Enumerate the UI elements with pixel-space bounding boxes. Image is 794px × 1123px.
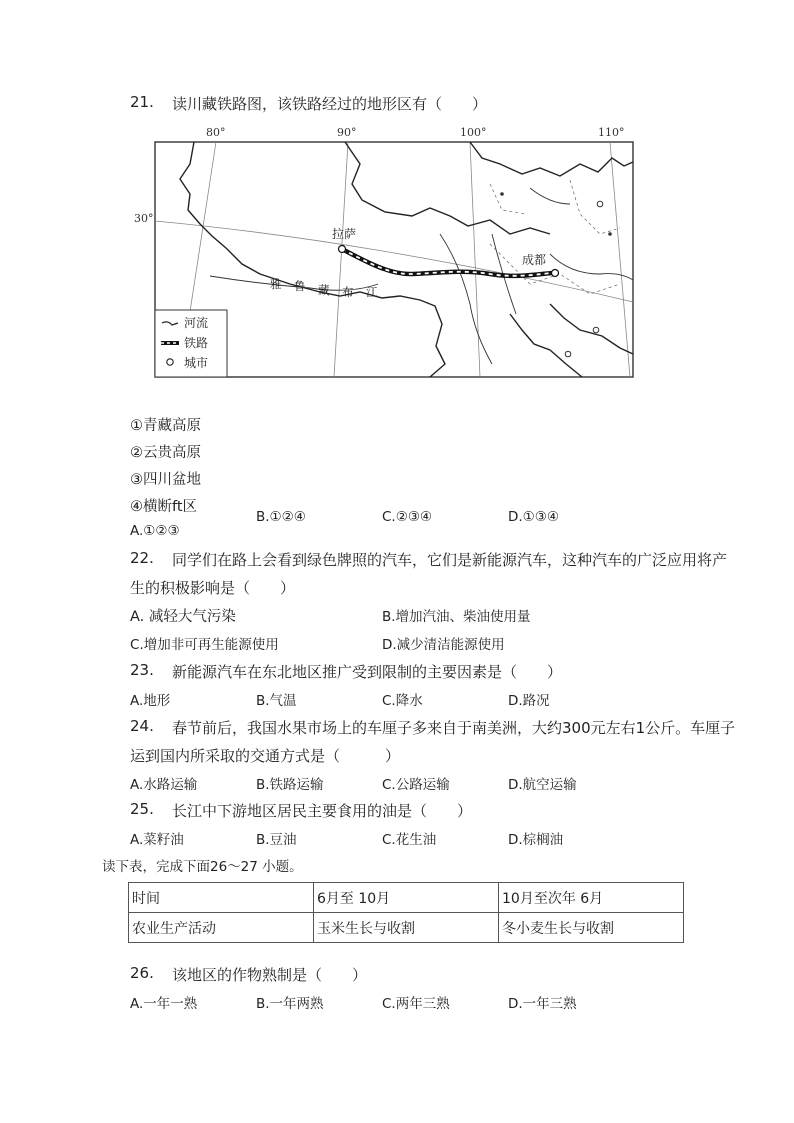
q23-stem: 新能源汽车在东北地区推广受到限制的主要因素是（ ） <box>172 663 563 681</box>
table-row <box>129 913 684 943</box>
q25-number: 25. <box>130 800 154 818</box>
q25-option-d[interactable]: D.棕榈油 <box>508 832 564 848</box>
q22-option-b[interactable]: B.增加汽油、柴油使用量 <box>382 609 531 625</box>
legend-river: 河流 <box>184 316 209 330</box>
table-intro: 读下表，完成下面26～27 小题。 <box>102 859 303 875</box>
q23-option-d[interactable]: D.路况 <box>508 693 550 709</box>
q25-option-a[interactable]: A.菜籽油 <box>130 832 184 848</box>
q26-stem: 该地区的作物熟制是（ ） <box>172 966 368 984</box>
river-char-1: 雅 <box>270 277 282 291</box>
q21-option-d[interactable]: D.①③④ <box>508 509 559 525</box>
river-char-2: 鲁 <box>294 279 306 293</box>
map-legend <box>155 310 227 377</box>
q23-option-b[interactable]: B.气温 <box>256 693 297 709</box>
q22-option-a[interactable]: A. 减轻大气污染 <box>130 609 236 625</box>
q22-option-d[interactable]: D.减少清洁能源使用 <box>382 637 505 653</box>
q25-option-b[interactable]: B.豆油 <box>256 832 297 848</box>
river-char-3: 藏 <box>318 283 330 297</box>
lon-label-110: 110° <box>598 126 625 139</box>
q23-number: 23. <box>130 661 154 679</box>
q25-stem: 长江中下游地区居民主要食用的油是（ ） <box>172 802 473 820</box>
legend-city: 城市 <box>184 356 209 370</box>
q26-option-b[interactable]: B.一年两熟 <box>256 996 324 1012</box>
q26-option-a[interactable]: A.一年一熟 <box>130 996 198 1012</box>
q22-stem-line1: 同学们在路上会看到绿色牌照的汽车，它们是新能源汽车，这种汽车的广泛应用将产 <box>172 551 728 569</box>
q21-option-c[interactable]: C.②③④ <box>382 509 433 525</box>
table-cell: 时间 <box>129 883 314 913</box>
q24-option-a[interactable]: A.水路运输 <box>130 777 198 793</box>
table-cell: 6月至 10月 <box>314 883 499 913</box>
legend-railway: 铁路 <box>184 336 209 350</box>
q22-option-c[interactable]: C.增加非可再生能源使用 <box>130 637 279 653</box>
q22-number: 22. <box>130 549 154 567</box>
q24-number: 24. <box>130 717 154 735</box>
chengdu-city-marker <box>552 270 559 277</box>
q23-option-a[interactable]: A.地形 <box>130 693 171 709</box>
river-char-4: 布 <box>342 285 354 299</box>
lhasa-city-marker <box>339 246 346 253</box>
q24-option-d[interactable]: D.航空运输 <box>508 777 577 793</box>
table-row <box>129 883 684 913</box>
q21-option-a[interactable]: A.①②③ <box>130 523 180 539</box>
q23-option-c[interactable]: C.降水 <box>382 693 423 709</box>
lon-label-80: 80° <box>206 126 226 139</box>
q26-option-c[interactable]: C.两年三熟 <box>382 996 450 1012</box>
q26-number: 26. <box>130 964 154 982</box>
lat-label-30: 30° <box>134 212 154 225</box>
table-cell: 农业生产活动 <box>129 913 314 943</box>
q25-option-c[interactable]: C.花生油 <box>382 832 437 848</box>
lon-label-100: 100° <box>460 126 487 139</box>
sichuan-tibet-railway-map <box>130 124 636 380</box>
q24-option-c[interactable]: C.公路运输 <box>382 777 450 793</box>
q21-item-4: ④横断ft区 <box>130 499 198 515</box>
chengdu-label: 成都 <box>522 253 547 267</box>
q24-stem-line2: 运到国内所采取的交通方式是（ ） <box>130 747 401 765</box>
q21-item-2: ②云贵高原 <box>130 445 201 461</box>
q24-stem-line1: 春节前后，我国水果市场上的车厘子多来自于南美洲，大约300元左右1公斤。车厘子 <box>172 719 736 737</box>
q21-number: 21. <box>130 93 154 111</box>
table-cell: 玉米生长与收割 <box>314 913 499 943</box>
river-char-5: 江 <box>366 285 378 299</box>
q21-item-3: ③四川盆地 <box>130 472 201 488</box>
farming-table <box>128 882 684 943</box>
lhasa-label: 拉萨 <box>332 227 357 241</box>
q21-item-1: ①青藏高原 <box>130 418 201 434</box>
q26-option-d[interactable]: D.一年三熟 <box>508 996 577 1012</box>
q22-stem-line2: 生的积极影响是（ ） <box>130 579 296 597</box>
q21-option-b[interactable]: B.①②④ <box>256 509 306 525</box>
q24-option-b[interactable]: B.铁路运输 <box>256 777 324 793</box>
q21-stem: 读川藏铁路图，该铁路经过的地形区有（ ） <box>172 95 488 113</box>
table-cell: 冬小麦生长与收割 <box>499 913 684 943</box>
lon-label-90: 90° <box>337 126 357 139</box>
table-cell: 10月至次年 6月 <box>499 883 684 913</box>
